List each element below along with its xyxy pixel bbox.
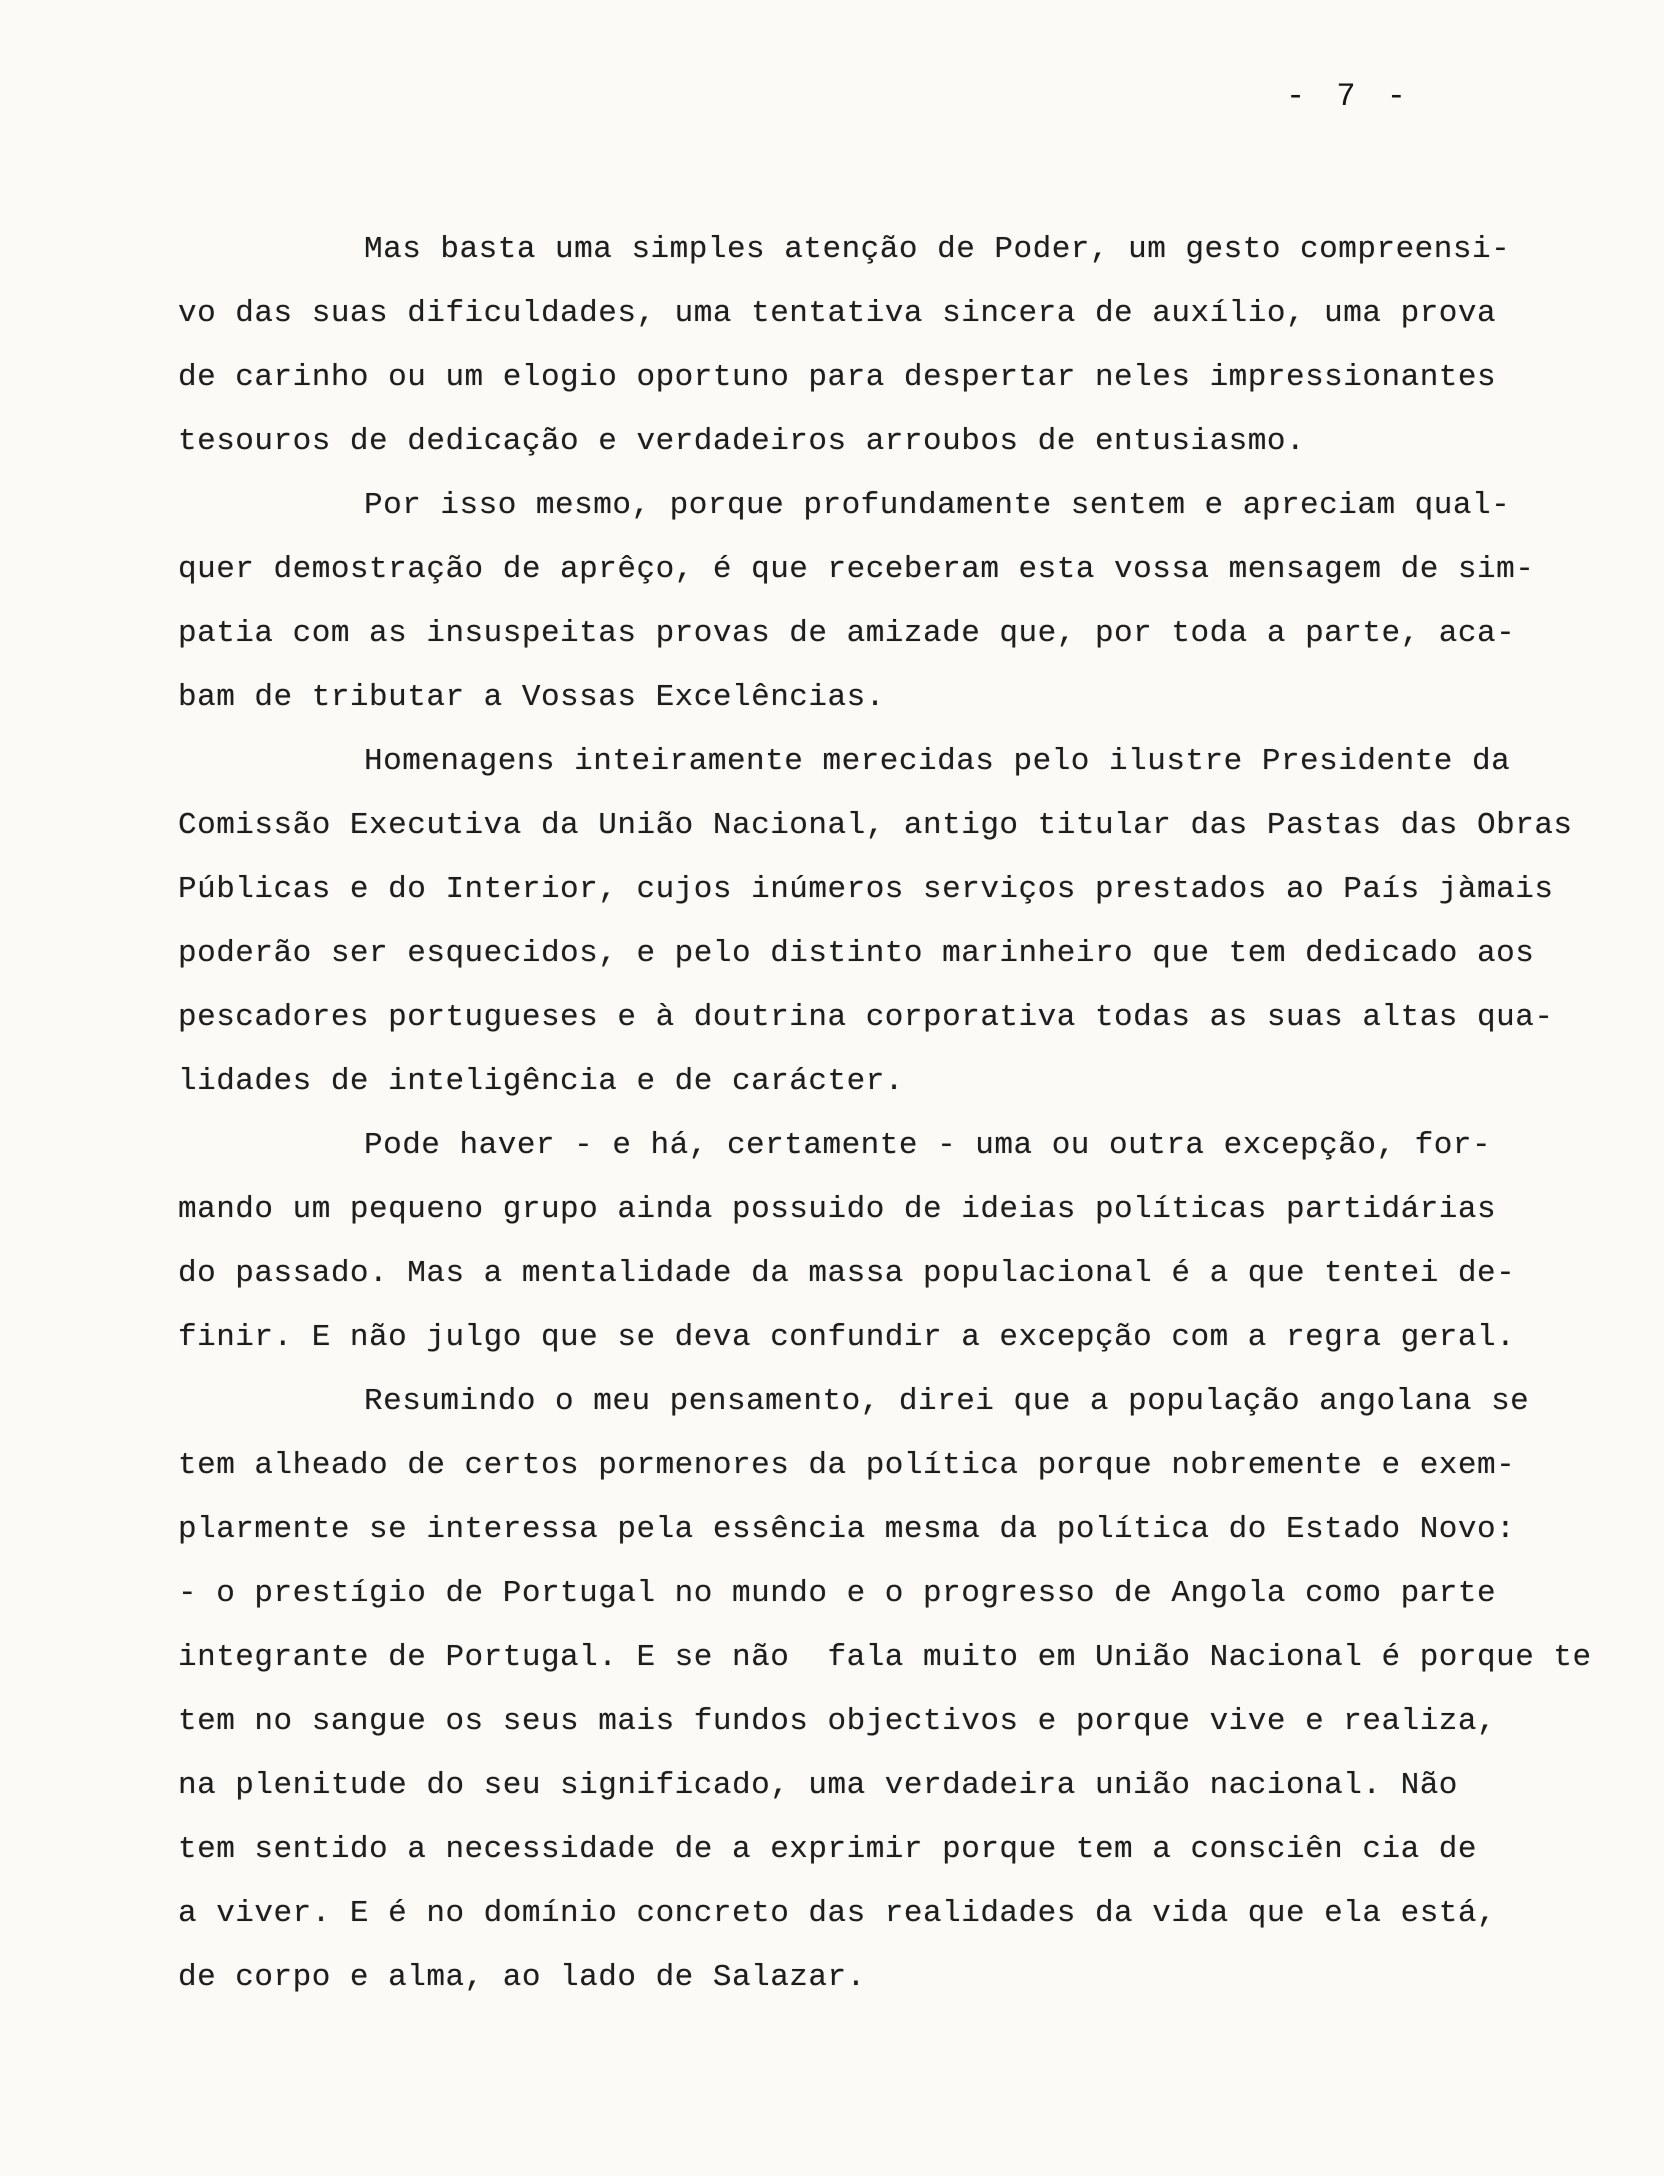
paragraph-1 xyxy=(178,218,1598,474)
text-line: mando um pequeno grupo ainda possuido de ideias políticas partidárias xyxy=(178,1192,1497,1227)
text-line: tem sentido a necessidade de a exprimir porque tem a consciên cia de xyxy=(178,1832,1478,1867)
text-line: a viver. E é no domínio concreto das realidades da vida que ela está, xyxy=(178,1896,1497,1931)
text-line: quer demostração de aprêço, é que receberam esta vossa mensagem de sim- xyxy=(178,552,1535,587)
text-line: finir. E não julgo que se deva confundir a excepção com a regra geral. xyxy=(178,1320,1516,1355)
text-line: bam de tributar a Vossas Excelências. xyxy=(178,680,885,715)
text-line: Resumindo o meu pensamento, direi que a população angolana se xyxy=(364,1384,1530,1419)
text-line: do passado. Mas a mentalidade da massa populacional é a que tentei de- xyxy=(178,1256,1516,1291)
text-line: Mas basta uma simples atenção de Poder, um gesto compreensi- xyxy=(364,232,1511,267)
text-line: pescadores portugueses e à doutrina corporativa todas as suas altas qua- xyxy=(178,1000,1554,1035)
text-line: de carinho ou um elogio oportuno para despertar neles impressionantes xyxy=(178,360,1497,395)
text-line: lidades de inteligência e de carácter. xyxy=(178,1064,904,1099)
text-line: patia com as insuspeitas provas de amizade que, por toda a parte, aca- xyxy=(178,616,1516,651)
paragraph-5 xyxy=(178,1370,1598,2010)
text-line: Pode haver - e há, certamente - uma ou outra excepção, for- xyxy=(364,1128,1492,1163)
text-line: Comissão Executiva da União Nacional, antigo titular das Pastas das Obras xyxy=(178,808,1573,843)
document-body xyxy=(178,218,1598,2010)
text-line: de corpo e alma, ao lado de Salazar. xyxy=(178,1960,866,1995)
paragraph-2 xyxy=(178,474,1598,730)
paragraph-4 xyxy=(178,1114,1598,1370)
text-line: tem alheado de certos pormenores da política porque nobremente e exem- xyxy=(178,1448,1516,1483)
text-line: integrante de Portugal. E se não fala muito em União Nacional é porque te xyxy=(178,1640,1592,1675)
text-line: poderão ser esquecidos, e pelo distinto marinheiro que tem dedicado aos xyxy=(178,936,1535,971)
paragraph-3 xyxy=(178,730,1598,1114)
page-number: - 7 - xyxy=(1285,78,1412,115)
text-line: - o prestígio de Portugal no mundo e o progresso de Angola como parte xyxy=(178,1576,1497,1611)
text-line: Por isso mesmo, porque profundamente sentem e apreciam qual- xyxy=(364,488,1511,523)
text-line: tem no sangue os seus mais fundos objectivos e porque vive e realiza, xyxy=(178,1704,1497,1739)
text-line: Homenagens inteiramente merecidas pelo ilustre Presidente da xyxy=(364,744,1511,779)
text-line: na plenitude do seu significado, uma verdadeira união nacional. Não xyxy=(178,1768,1458,1803)
text-line: Públicas e do Interior, cujos inúmeros serviços prestados ao País jàmais xyxy=(178,872,1554,907)
text-line: plarmente se interessa pela essência mesma da política do Estado Novo: xyxy=(178,1512,1516,1547)
text-line: vo das suas dificuldades, uma tentativa sincera de auxílio, uma prova xyxy=(178,296,1497,331)
text-line: tesouros de dedicação e verdadeiros arroubos de entusiasmo. xyxy=(178,424,1306,459)
